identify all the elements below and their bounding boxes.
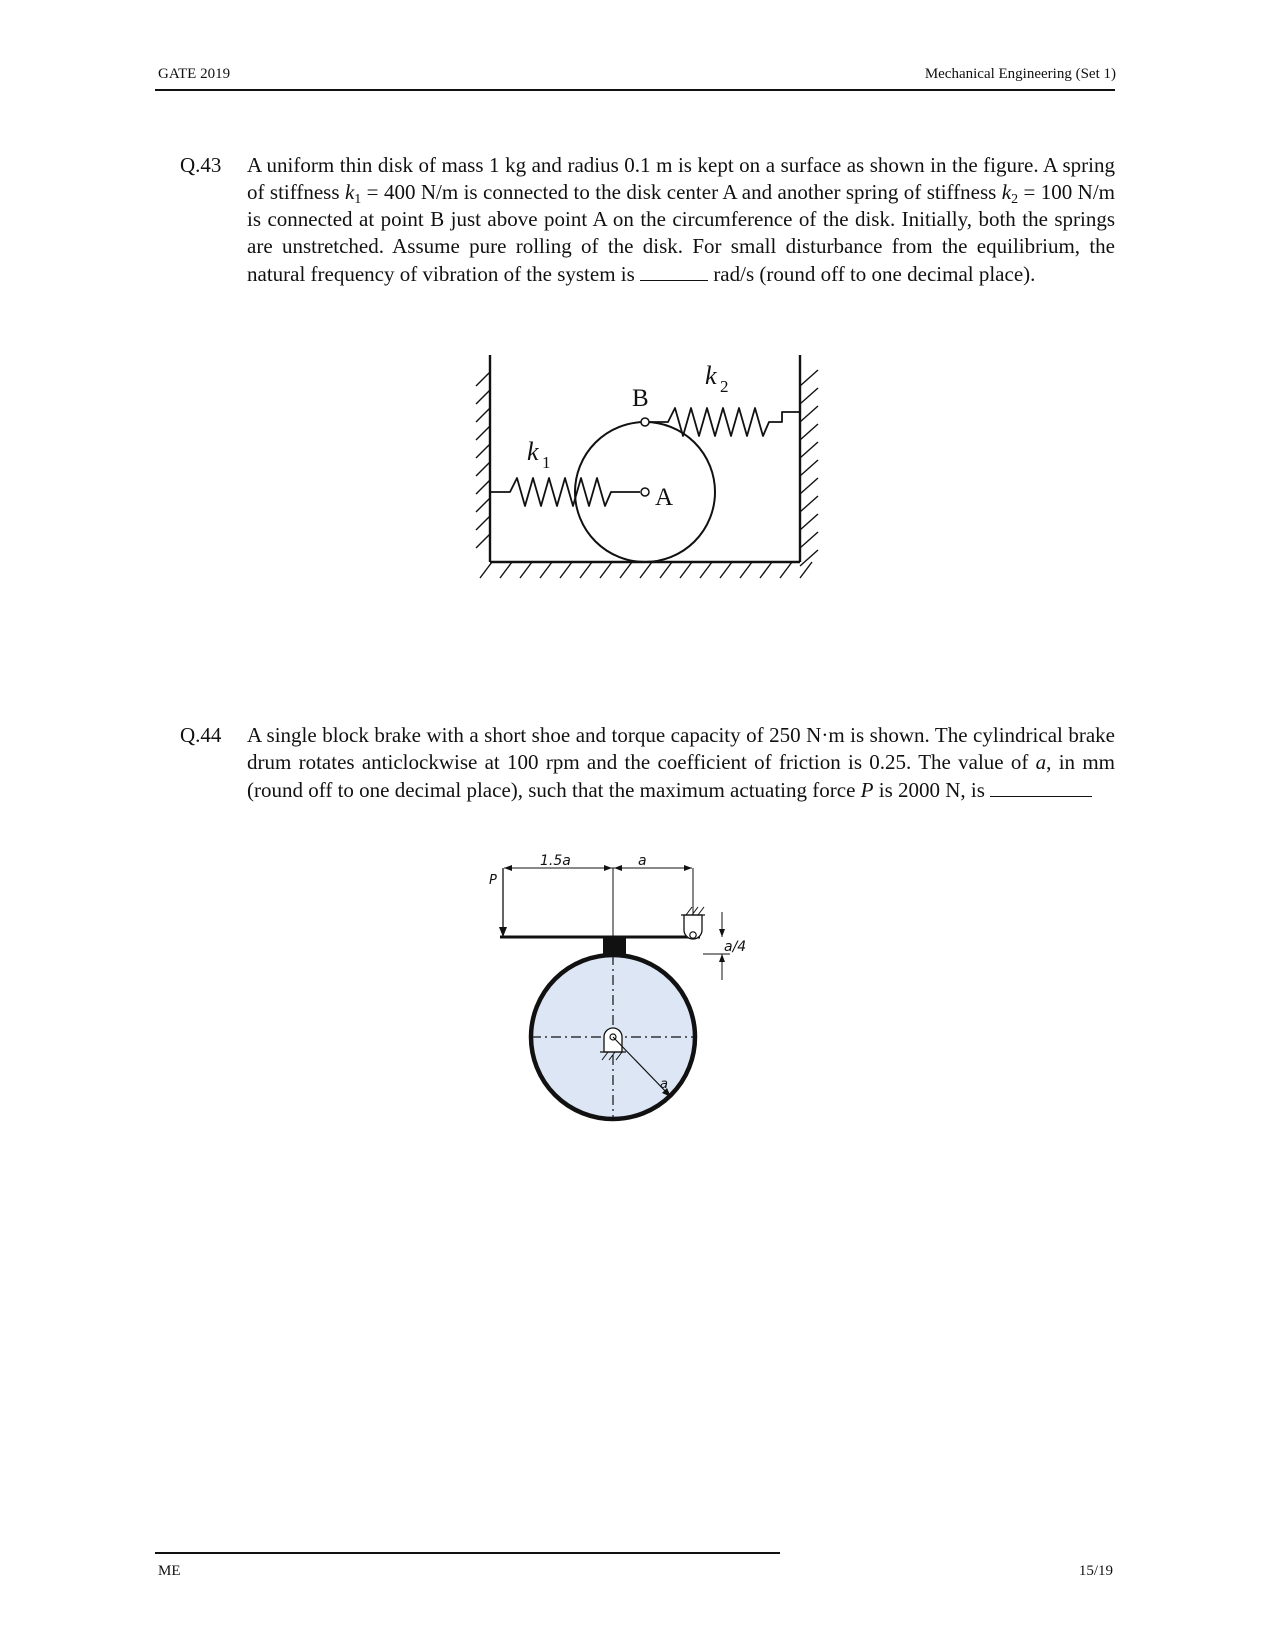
footer-rule [155, 1552, 780, 1554]
label-a-top: a [638, 853, 647, 869]
spring-k1 [490, 478, 640, 506]
disk-spring-figure [465, 350, 845, 590]
footer-page-number: 15/19 [1078, 1563, 1113, 1579]
label-k1: k [527, 437, 539, 466]
label-k2: k [705, 361, 717, 390]
label-k1-subscript: 1 [542, 453, 551, 472]
question-text-part: = 400 N/m is connected to the disk center A and another spring of stiffness [361, 180, 1002, 204]
question-text [247, 722, 1115, 804]
p-symbol: P [860, 778, 874, 802]
block-brake-figure [475, 845, 775, 1135]
question-text [247, 152, 1115, 288]
question-number: Q.43 [180, 153, 222, 177]
right-wall-hatching [800, 370, 818, 566]
label-1-5a: 1.5a [540, 853, 571, 869]
question-text-part: rad/s (round off to one decimal place). [708, 262, 1036, 286]
header-rule [155, 89, 1115, 91]
question-text-part: A single block brake with a short shoe and torque capacity of 250 N·m is shown. The cylindrical brake drum rotates anticlockwise at 100 rpm and the coefficient of friction is 0.25. The value of [247, 723, 1115, 774]
header-paper-title: Mechanical Engineering (Set 1) [924, 66, 1116, 82]
label-p: P [489, 873, 497, 888]
question-text-part: A uniform thin disk of mass 1 kg and radius 0.1 m is kept on a surface as shown in the figure. A spring of stiffness [247, 153, 1115, 204]
label-a-quarter: a/4 [724, 939, 747, 955]
answer-blank [990, 776, 1092, 797]
point-a-marker [641, 488, 649, 496]
floor-hatching [480, 562, 812, 578]
label-a-radius: a [660, 1077, 668, 1092]
footer-subject-code: ME [158, 1563, 181, 1579]
point-b-marker [641, 418, 649, 426]
question-text-part: is 2000 N, is [873, 778, 991, 802]
answer-blank [640, 260, 708, 281]
question-text-part: , in mm (round off to one decimal place), such that the maximum actuating force [247, 750, 1115, 802]
k1-subscript: 1 [354, 192, 362, 207]
k1-symbol: k [344, 180, 355, 204]
brake-shoe [603, 937, 626, 955]
spring-k2 [649, 408, 800, 436]
left-wall-hatching [476, 372, 490, 548]
question-text-part: = 100 N/m is connected at point B just above point A on the circumference of the disk. Initially, both the springs are unstretched. Assume pure rolling of the disk. For small disturbance from the equilibrium, the natural frequency of vibration of the system is [247, 180, 1115, 286]
a-symbol: a [1035, 750, 1047, 774]
label-b: B [632, 385, 649, 412]
header-exam-title: GATE 2019 [158, 66, 231, 82]
label-a: A [655, 484, 674, 511]
k2-subscript: 2 [1011, 192, 1019, 207]
label-k2-subscript: 2 [720, 377, 729, 396]
k2-symbol: k [1001, 180, 1012, 204]
question-number: Q.44 [180, 723, 222, 747]
